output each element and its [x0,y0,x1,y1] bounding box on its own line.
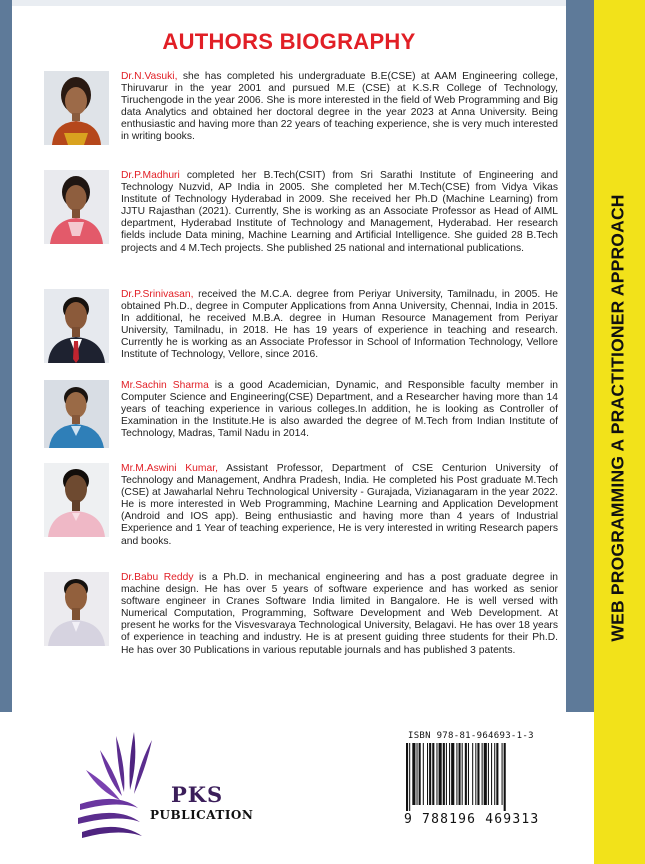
author-name: Mr.M.Aswini Kumar, [121,463,218,474]
publisher-name: PUBLICATION [150,808,254,822]
author-photo [44,463,109,537]
barcode-digits: 9 788196 469313 [404,812,540,827]
barcode-bar [488,743,489,805]
author-description: Mr.Sachin Sharma is a good Academician, Dynamic, and Responsible faculty member in Computer Science and Engineering(CSE) Department, and a Researcher having more than 14 years of teaching experience in various colleges.In addition, he is looking as Controller of Examination in the Institute.He is also awarded the degree of M.Tech from Indian Institute of Technology, Madras, Tamil Nadu in 2014. [121,380,558,440]
author-photo [44,380,109,448]
barcode-bar [423,743,424,805]
barcode-bar [482,743,483,805]
barcode-bar [475,743,476,805]
barcode-bar [484,743,487,805]
barcode-bar [446,743,447,805]
barcode-bar [419,743,421,805]
barcode-bar [491,743,492,805]
author-description: Dr.P.Madhuri completed her B.Tech(CSIT) from Sri Sarathi Institute of Engineering and Technology Nuzvid, AP India in 2005. She completed her M.Tech(CSE) from Vidya Vikas Institute of Technology Hyderabad in 2009. She received her Ph.D (Machine Learning) from JJTU Rajasthan (2021). Currently, She is working as an Associate Professor as Head of AIML department, Hyderabad Institute of Technology and Management, Hyderabad. Her research fields include Data mining, Machine Learning and Artificial Intelligence. She guided 28 B.Tech projects and 4 M.Tech projects. She published 25 national and international publications. [121,170,558,254]
barcode-bar [427,743,428,805]
barcode-bar [406,743,408,811]
author-name: Dr.N.Vasuki, [121,71,178,82]
barcode-bar [472,743,473,805]
author-description: Mr.M.Aswini Kumar, Assistant Professor, Department of CSE Centurion University of Technology and Management, Andhra Pradesh, India. He completed his Post graduate M.Tech (CSE) at Jawaharlal Nehru Technological University - Gurajada, Vizianagaram in the year 2022. He is more interested in Web Programming, Machine Learning and Application Development (Android and IOS app). Being enthusiastic and having more than 4 years of Industrial Experience and 1 Year of teaching experience, He is very interested in writing Research papers and books. [121,463,558,547]
right-color-band [566,0,594,712]
barcode-bar [436,743,437,805]
barcode-bar [451,743,454,805]
author-description: Dr.Babu Reddy is a Ph.D. in mechanical engineering and has a post graduate degree in machine design. He has over 5 years of software experience and has worked as senior software engineer in Cranes Software India limited in Bangalore. He is well versed with Numerical Computation, Programming, Software Development and Web Development. At present he works for the Visvesvaraya Technological University, Belagavi. He has over 18 years of experience in teaching and industry. He is at present guiding three students for their Ph.D. He has over 30 Publications in various reputable journals and has published 3 patents. [121,572,558,656]
spine-title: WEB PROGRAMMING A PRACTITIONER APPROACH [607,194,628,642]
isbn-barcode [404,743,544,811]
author-name: Dr.Babu Reddy [121,572,194,583]
barcode-bar [439,743,442,805]
barcode-bar [477,743,479,805]
left-color-band [0,0,12,712]
barcode-bar [504,743,506,811]
barcode-bar [417,743,418,805]
barcode-bar [456,743,457,805]
barcode-bar [432,743,434,805]
author-photo [44,170,109,244]
barcode-bar [465,743,467,805]
barcode-bar [443,743,445,805]
author-name: Dr.P.Srinivasan, [121,289,194,300]
isbn-label: ISBN 978-81-964693-1-3 [408,731,534,741]
author-name: Dr.P.Madhuri [121,170,180,181]
barcode-bar [496,743,498,805]
author-description: Dr.P.Srinivasan, received the M.C.A. degree from Periyar University, Tamilnadu, in 2005. He obtained Ph.D., degree in Computer Applications from Anna University, Chennai, India in 2015. In additional, he received M.B.A. degree in Human Resource Management from Periyar University, Tamilnadu, in 2018. He has 19 years of experience in teaching and research. Currently he is working as an Associate Professor in School of Information Technology, Vellore Institute of Technology, Vellore, since 2016. [121,289,558,361]
barcode-bar [459,743,461,805]
author-photo [44,572,109,646]
barcode-bar [412,743,415,805]
barcode-bar [494,743,495,805]
page-title: AUTHORS BIOGRAPHY [162,29,416,54]
barcode-bar [468,743,469,805]
barcode-bar [502,743,503,805]
author-photo [44,289,109,363]
author-description: Dr.N.Vasuki, she has completed his undergraduate B.E(CSE) at AAM Engineering college, Thiruvarur in the year 2001 and pursued M.E (CSE) at K.S.R College of Technology, Tiruchengode in the year 2006. She is more interested in the field of Web Programming and Big data Analytics and obtained her doctoral degree in the year 2023 at Anna University. Being enthusiastic and having more than 22 years of teaching experience, she is very much interested in writing books. [121,71,558,143]
author-photo [44,71,109,145]
barcode-bar [409,743,410,811]
barcode-bar [429,743,431,805]
publisher-short-name: PKS [171,782,224,807]
barcode-bar [449,743,450,805]
barcode-bar [462,743,463,805]
author-name: Mr.Sachin Sharma [121,380,209,391]
